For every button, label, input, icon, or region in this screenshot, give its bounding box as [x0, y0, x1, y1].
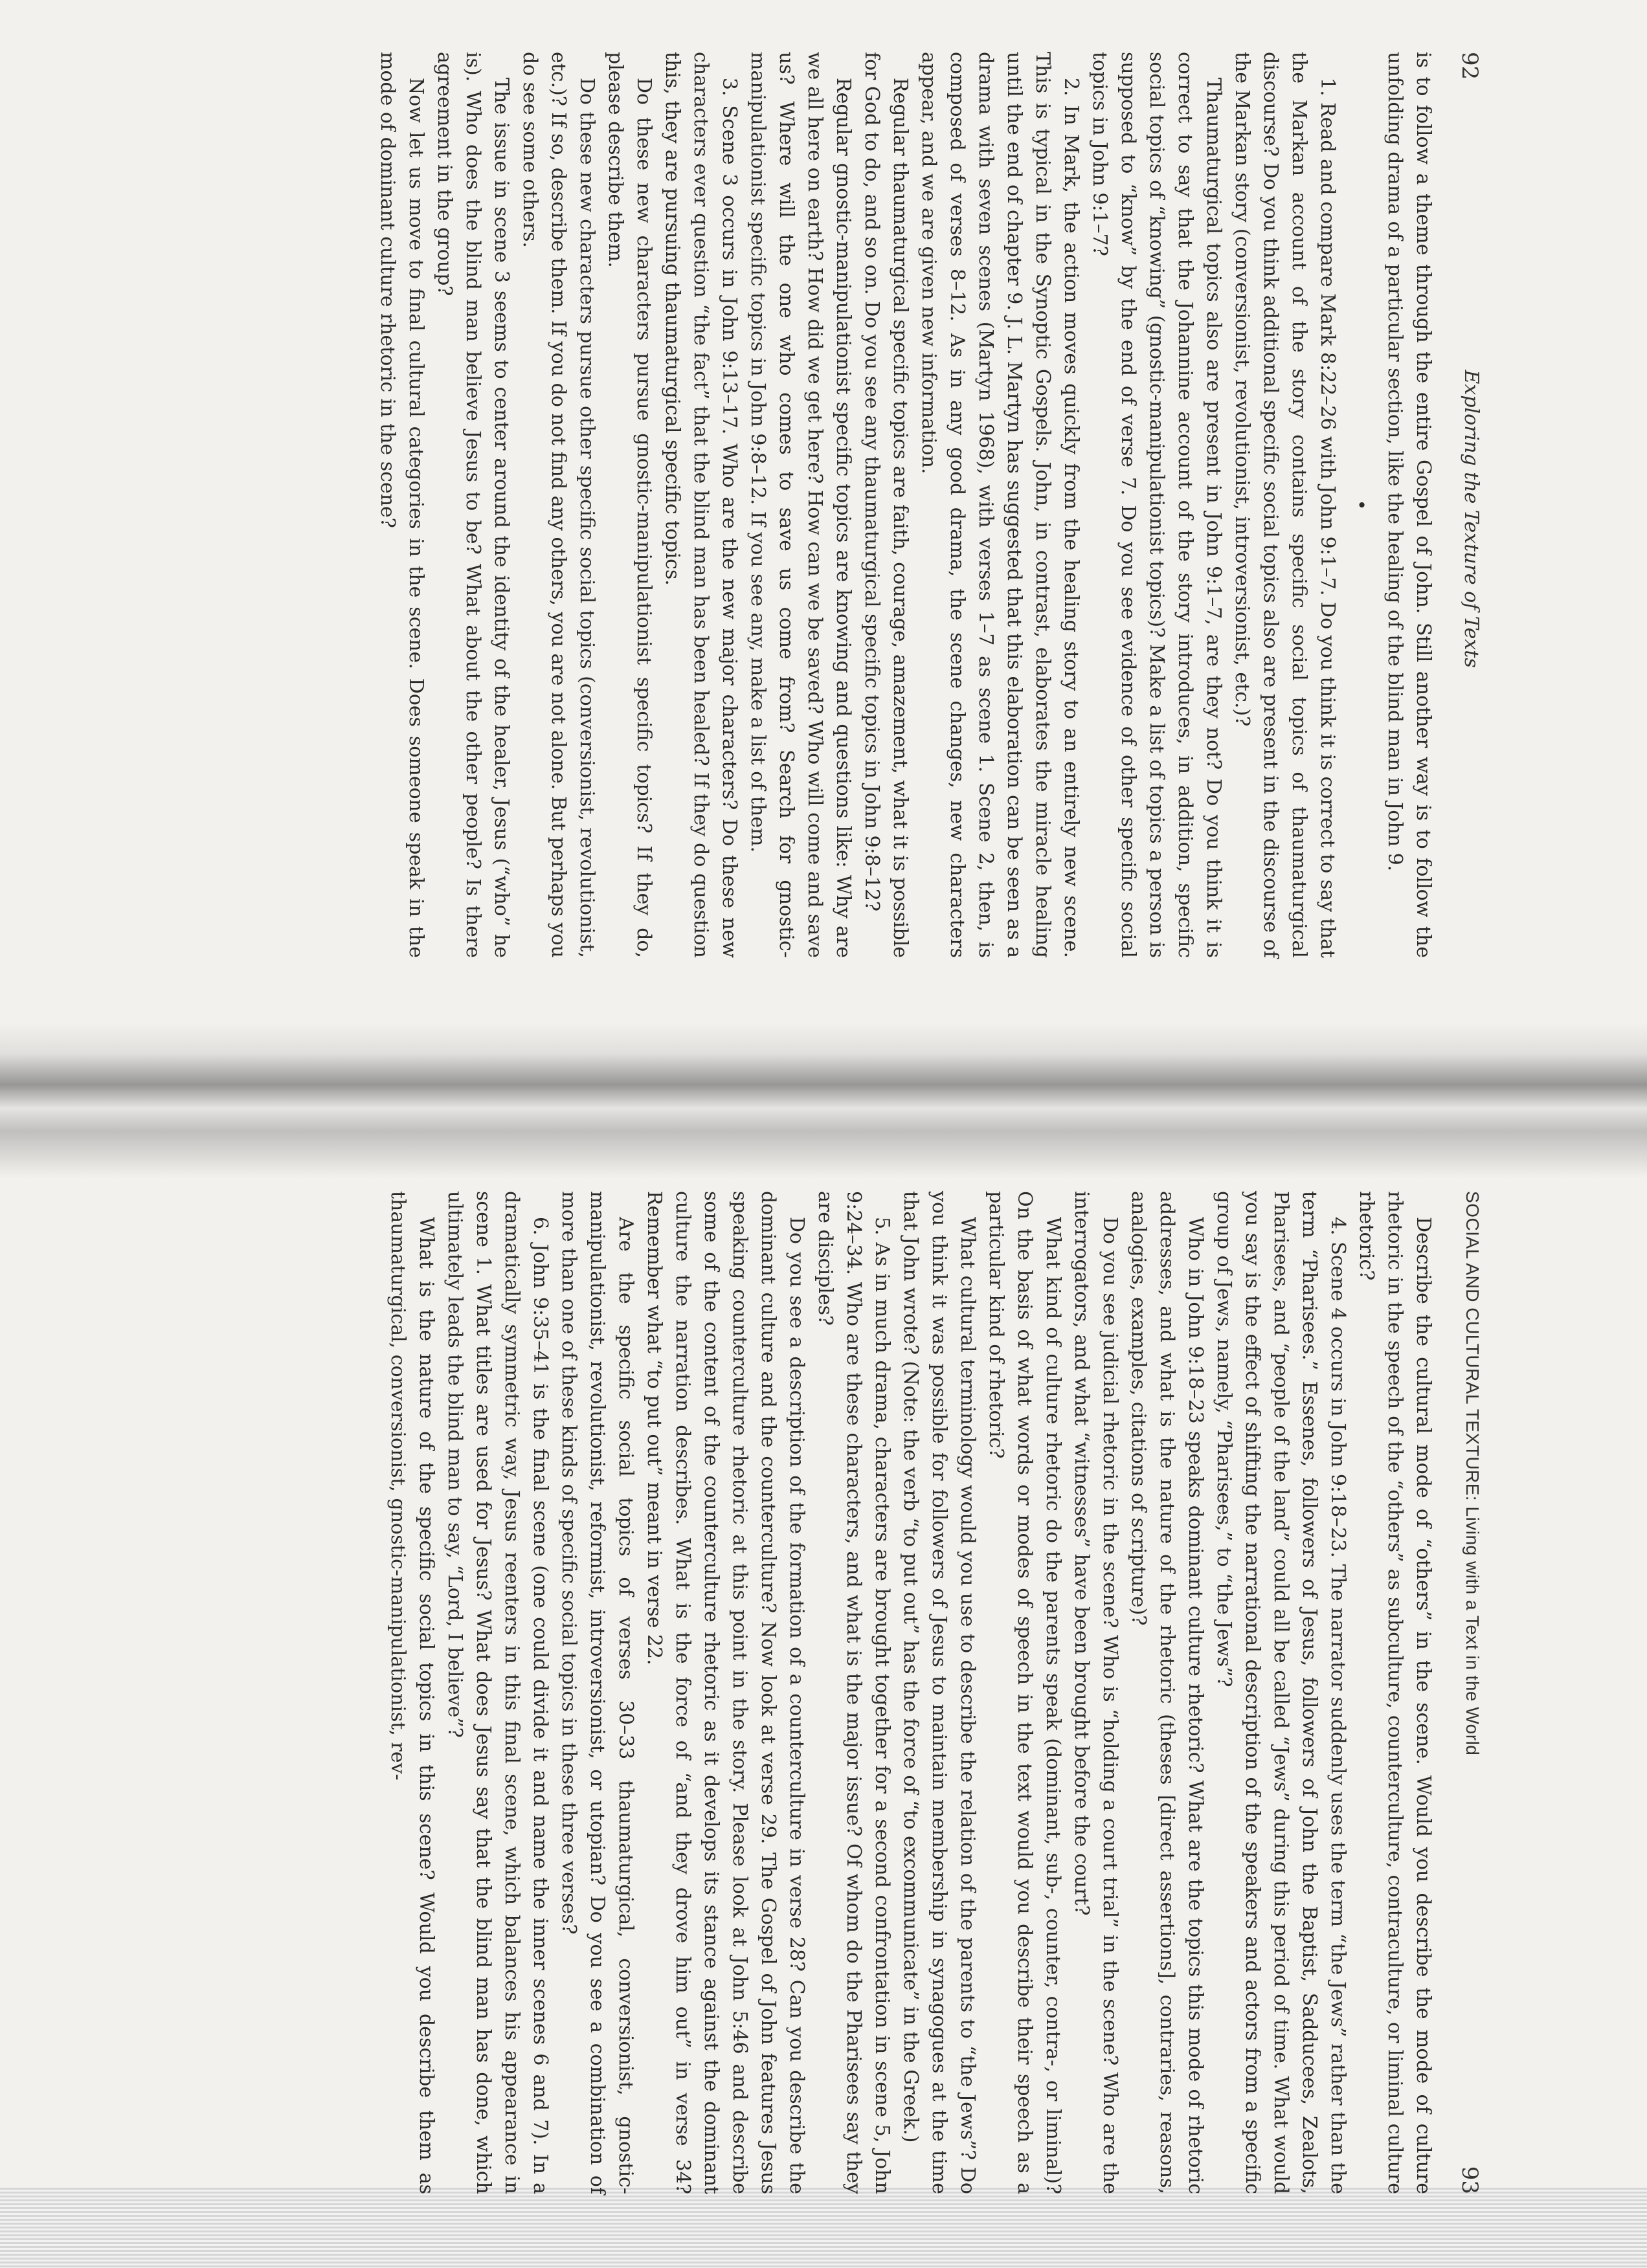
left-paragraph: Do these new characters pursue gnostic-manipulationist specific topics? If they do, please describe them.	[604, 52, 655, 958]
right-page	[383, 1191, 1483, 2194]
right-paragraph: 4. Scene 4 occurs in John 9:18–23. The narrator suddenly uses the term “the Jews” rather than the term “Pharisees.” Essenes, followers of Jesus, followers of John the Baptist, Sadducees, Zealots, Pharisees, and “people of the land” could all be called “Jews” during this period of time. What would you say is the effect of shifting the narrational description of the speakers and actors from a specific group of Jews, namely, “Pharisees,” to “the Jews”?	[1213, 1191, 1349, 2194]
left-paragraph: Thaumaturgical topics also are present in John 9:1–7, are they not? Do you think it is correct to say that the Johannine account of the story introduces, in addition, specific social topics of “knowing” (gnostic-manipulationist topics)? Make a list of topics a person is supposed to “know” by the end of verse 7. Do you see evidence of other specific social topics in John 9:1–7?	[1088, 52, 1225, 958]
left-paragraph: Regular thaumaturgical specific topics are faith, courage, amazement, what it is possible for God to do, and so on. Do you see any thaumaturgical specific topics in John 9:8–12?	[860, 52, 912, 958]
right-paragraph: What is the nature of the specific social topics in this scene? Would you describe them as thaumaturgical, conversionist, gnostic-manipulationist, rev-	[387, 1191, 438, 2194]
left-page-number: 92	[1457, 52, 1483, 80]
page-edges	[0, 2188, 1647, 2268]
right-running-title: SOCIAL AND CULTURAL TEXTURE: Living with a Text in the World	[1462, 1191, 1483, 1756]
left-paragraph: 3. Scene 3 occurs in John 9:13–17. Who are the new major characters? Do these new characters ever question “the fact” that the blind man has been healed? If they do question this, they are pursuing thaumaturgical specific topics.	[661, 52, 741, 958]
right-page-body	[383, 1191, 1437, 2194]
left-paragraph: Regular gnostic-manipulationist specific topics are knowing and questions like: Why are we all here on earth? How did we get here? How can we be saved? Who will come and save us? Where will the one who comes to save us come from? Search for gnostic-manipulationist specific topics in John 9:8–12. If you see any, make a list of them.	[746, 52, 855, 958]
left-page	[373, 52, 1483, 958]
section-bullet: •	[1350, 499, 1372, 511]
right-paragraph: Describe the cultural mode of “others” in the scene. Would you describe the mode of culture rhetoric in the speech of the “others” as subculture, counterculture, contraculture, or liminal culture rhetoric?	[1355, 1191, 1435, 2194]
right-paragraph: What cultural terminology would you use to describe the relation of the parents to “the Jews”? Do you think it was possible for followers of Jesus to maintain membership in synagogues at the time that John wrote? (Note: the verb “to put out” has the force of “to excommunicate” in the Greek.)	[899, 1191, 979, 2194]
right-paragraph: Do you see a description of the formation of a counterculture in verse 28? Can you describe the dominant culture and the counterculture? Now look at verse 29. The Gospel of John features Jesus speaking counterculture rhetoric at this point in the story. Please look at John 5:46 and describe some of the content of the counterculture rhetoric as it develops its stance against the dominant culture the narration describes. What is the force of “and they drove him out” in verse 34? Remember what “to put out” meant in verse 22.	[643, 1191, 808, 2194]
right-page-number: 93	[1457, 2166, 1483, 2194]
left-paragraph: 1. Read and compare Mark 8:22–26 with John 9:1–7. Do you think it is correct to say that the Markan account of the story contains specific social topics of thaumaturgical discourse? Do you think additional specific social topics also are present in the discourse of the Markan story (conversionist, revolutionist, introversionist, etc.)?	[1231, 52, 1339, 958]
left-intro-paragraph: is to follow a theme through the entire Gospel of John. Still another way is to follow the unfolding drama of a particular section, like the healing of the blind man in John 9.	[1384, 52, 1435, 958]
book-spine-shadow	[0, 1023, 1647, 1178]
right-paragraph: 5. As in much drama, characters are brought together for a second confrontation in scene 5, John 9:24–34. Who are these characters, and what is the major issue? Of whom do the Pharisees say they are disciples?	[814, 1191, 893, 2194]
right-paragraph: What kind of culture rhetoric do the parents speak (dominant, sub-, counter, contra-, or liminal)? On the basis of what words or modes of speech in the text would you describe their speech as a particular kind of rhetoric?	[985, 1191, 1064, 2194]
right-paragraph: Do you see judicial rhetoric in the scene? Who is “holding a court trial” in the scene? Who are the interrogators, and what “witnesses” have been brought before the court?	[1070, 1191, 1121, 2194]
left-paragraph: The issue in scene 3 seems to center around the identity of the healer, Jesus (“who” he is). Who does the blind man believe Jesus to be? What about the other people? Is there agreement in the group?	[433, 52, 513, 958]
right-paragraph: Who in John 9:18–23 speaks dominant culture rhetoric? What are the topics this mode of rhetoric addresses, and what is the nature of the rhetoric (theses [direct assertions], contraries, reasons, analogies, examples, citations of scripture)?	[1127, 1191, 1207, 2194]
left-running-title: Exploring the Texture of Texts	[1460, 370, 1483, 668]
left-page-body	[373, 52, 1437, 958]
right-running-head	[1457, 1191, 1483, 2194]
right-paragraph: Are the specific social topics of verses 30–33 thaumaturgical, conversionist, gnostic-manipulationist, revolutionist, reformist, introversionist, or utopian? Do you see a combination of more than one of these kinds of specific social topics in these three verses?	[557, 1191, 637, 2194]
right-paragraph: 6. John 9:35–41 is the final scene (one could divide it and name the inner scenes 6 and 7). In a dramatically symmetric way, Jesus reenters in this final scene, which balances his appearance in scene 1. What titles are used for Jesus? What does Jesus say that the blind man has done, which ultimately leads the blind man to say, “Lord, I believe”?	[443, 1191, 552, 2194]
left-running-head	[1457, 52, 1483, 958]
left-paragraph: Do these new characters pursue other specific social topics (conversionist, revolutionist, etc.)? If so, describe them. If you do not find any others, you are not alone. But perhaps you do see some others.	[519, 52, 598, 958]
left-paragraph: 2. In Mark, the action moves quickly from the healing story to an entirely new scene. This is typical in the Synoptic Gospels. John, in contrast, elaborates the miracle healing until the end of chapter 9. J. L. Martyn has suggested that this elaboration can be seen as a drama with seven scenes (Martyn 1968), with verses 1–7 as scene 1. Scene 2, then, is composed of verses 8–12. As in any good drama, the scene changes, new characters appear, and we are given new information.	[917, 52, 1082, 958]
left-paragraph: Now let us move to final cultural categories in the scene. Does someone speak in the mode of dominant culture rhetoric in the scene?	[376, 52, 427, 958]
